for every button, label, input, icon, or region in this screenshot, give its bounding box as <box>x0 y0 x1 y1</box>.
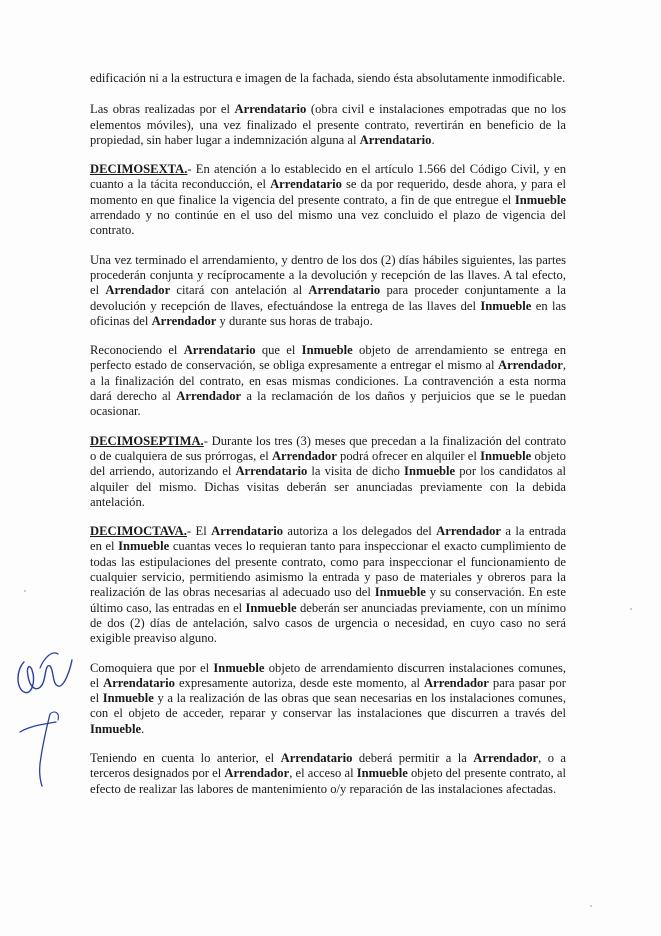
term-inmueble: Inmueble <box>356 766 408 781</box>
handwritten-signature <box>10 640 80 790</box>
text-run: y su conservación. En este último caso, las entradas en el <box>90 585 566 615</box>
clause-heading: DECIMOSEXTA. <box>90 162 188 177</box>
term-arrendatario: Arrendatario <box>235 464 308 479</box>
term-arrendatario: Arrendatario <box>270 177 342 192</box>
term-arrendatario: Arrendatario <box>308 283 381 298</box>
text-run: . <box>141 721 145 736</box>
clause-decimosexta <box>90 162 566 238</box>
text-run: citará con antelación al <box>170 283 309 298</box>
scan-speck <box>590 905 592 907</box>
term-arrendador: Arrendador <box>436 524 501 539</box>
term-arrendatario: Arrendatario <box>234 102 307 117</box>
term-arrendador: Arrendador <box>271 448 337 463</box>
text-run: y durante sus horas de trabajo. <box>216 313 373 328</box>
paragraph-common-installations <box>90 661 566 737</box>
text-run: se da por requerido, desde ahora, y para el momento en que finalice la vigencia del presente contrato, a fin de que entregue el <box>90 177 567 207</box>
term-inmueble: Inmueble <box>245 600 297 615</box>
text-run: (obra civil e instalaciones empotradas que no los elementos móviles), una vez finalizado el presente contrato, revertirán en beneficio de la propiedad, sin haber lugar a indemnización alguna al <box>90 102 566 147</box>
text-run: y a la realización de las obras que sean necesarias en los instalaciones comunes, con el objeto de acceder, reparar y conservar las instalaciones que discurren a través del <box>90 691 566 721</box>
term-inmueble: Inmueble <box>213 660 265 675</box>
text-run: en las oficinas del <box>90 298 566 328</box>
term-inmueble: Inmueble <box>90 721 142 736</box>
text-run: deberán ser anunciadas previamente, con un mínimo de dos (2) días de antelación, salvo casos de urgencia o necesidad, en cuyo caso no será exigible preaviso alguno. <box>90 600 566 646</box>
term-inmueble: Inmueble <box>374 585 426 600</box>
paragraph-conservation <box>90 343 566 419</box>
term-arrendatario: Arrendatario <box>359 132 432 147</box>
text-run: deberá permitir a la <box>352 750 474 765</box>
term-inmueble: Inmueble <box>514 192 566 207</box>
term-arrendatario: Arrendatario <box>103 675 175 690</box>
term-inmueble: Inmueble <box>102 691 154 706</box>
term-arrendatario: Arrendatario <box>183 343 256 358</box>
scan-speck <box>24 590 26 592</box>
text-run: Una vez terminado el arrendamiento, y dentro de los dos (2) días hábiles siguientes, las partes procederán conjunta y recíprocamente a la devolución y recepción de las llaves. A tal efecto, el <box>90 252 566 298</box>
clause-decimoctava <box>90 524 566 646</box>
text-run: , a la finalización del contrato, en esas mismas condiciones. La contravención a esta norma dará derecho al <box>90 358 566 404</box>
text-run: , o a terceros designados por el <box>90 750 566 781</box>
term-arrendador: Arrendador <box>224 766 290 781</box>
text-run: cuantas veces lo requieran tanto para inspeccionar el exacto cumplimiento de todas las estipulaciones del presente contrato, como para inspeccionar el funcionamiento de cualquier servicio, permitiendo asimismo la entrada y paso de materiales y obreros para la realización de las obras necesarias al adecuado uso del <box>90 539 566 600</box>
text-run: por los candidatos al alquiler del mismo. Dichas visitas deberán ser anunciadas previamente con la debida antelación. <box>90 464 566 509</box>
term-inmueble: Inmueble <box>480 298 532 313</box>
text-run: expresamente autoriza, desde este momento, al <box>174 675 425 690</box>
text-run: la visita de dicho <box>307 464 405 479</box>
term-arrendatario: Arrendatario <box>211 524 283 539</box>
scan-speck <box>630 608 632 610</box>
text-run: objeto del arriendo, autorizando el <box>90 448 566 479</box>
paragraph-access-maintenance <box>90 751 566 797</box>
term-arrendador: Arrendador <box>105 283 171 298</box>
term-inmueble: Inmueble <box>118 539 170 554</box>
text-run: - El <box>186 524 212 539</box>
text-run: . <box>431 132 435 147</box>
paragraph-keys-return <box>90 253 566 329</box>
text-run: - En atención a lo establecido en el artículo 1.566 del Código Civil, y en cuanto a la tácita reconducción, el <box>90 162 566 192</box>
term-arrendador: Arrendador <box>176 389 242 404</box>
term-arrendador: Arrendador <box>473 750 539 765</box>
text-run: objeto del presente contrato, al efecto de realizar las labores de mantenimiento o/y reparación de las instalaciones afectadas. <box>90 766 566 796</box>
clause-decimoseptima <box>90 434 566 510</box>
term-arrendador: Arrendador <box>424 675 489 690</box>
term-inmueble: Inmueble <box>301 343 353 358</box>
term-inmueble: Inmueble <box>480 448 532 463</box>
text-run: Comoquiera que por el <box>90 660 214 675</box>
paragraph-works-reversion <box>90 102 566 148</box>
text-run: autoriza a los delegados del <box>283 524 437 539</box>
text-run: Teniendo en cuenta lo anterior, el <box>90 750 281 765</box>
text-run: , el acceso al <box>289 766 357 781</box>
paragraph-text: edificación ni a la estructura e imagen de la fachada, siendo ésta absolutamente inmodificable. <box>90 71 566 85</box>
text-run: para pasar por el <box>90 675 566 706</box>
text-run: para proceder conjuntamente a la devolución y recepción de llaves, efectuándose la entrega de las llaves del <box>90 283 566 313</box>
text-run: Las obras realizadas por el <box>90 102 235 117</box>
clause-heading: DECIMOCTAVA. <box>90 524 187 539</box>
text-run: - Durante los tres (3) meses que precedan a la finalización del contrato o de cualquiera de sus prórrogas, el <box>90 433 566 463</box>
term-arrendatario: Arrendatario <box>280 750 353 765</box>
contract-body <box>90 71 566 811</box>
text-run: arrendado y no continúe en el uso del mismo una vez concluido el plazo de vigencia del contrato. <box>90 208 566 238</box>
clause-heading: DECIMOSEPTIMA. <box>90 433 204 448</box>
text-run: podrá ofrecer en alquiler el <box>336 448 481 463</box>
term-arrendador: Arrendador <box>498 358 563 373</box>
term-inmueble: Inmueble <box>404 464 456 479</box>
text-run: objeto de arrendamiento discurren instalaciones comunes, el <box>90 660 566 690</box>
paragraph-facade <box>90 71 566 86</box>
text-run: a la entrada en el <box>90 524 566 554</box>
text-run: Reconociendo el <box>90 343 184 358</box>
text-run: que el <box>255 343 302 358</box>
term-arrendador: Arrendador <box>151 313 217 328</box>
text-run: objeto de arrendamiento se entrega en perfecto estado de conservación, se obliga expresamente a entregar el mismo al <box>90 343 566 373</box>
text-run: a la reclamación de los daños y perjuicios que se le puedan ocasionar. <box>90 389 567 419</box>
